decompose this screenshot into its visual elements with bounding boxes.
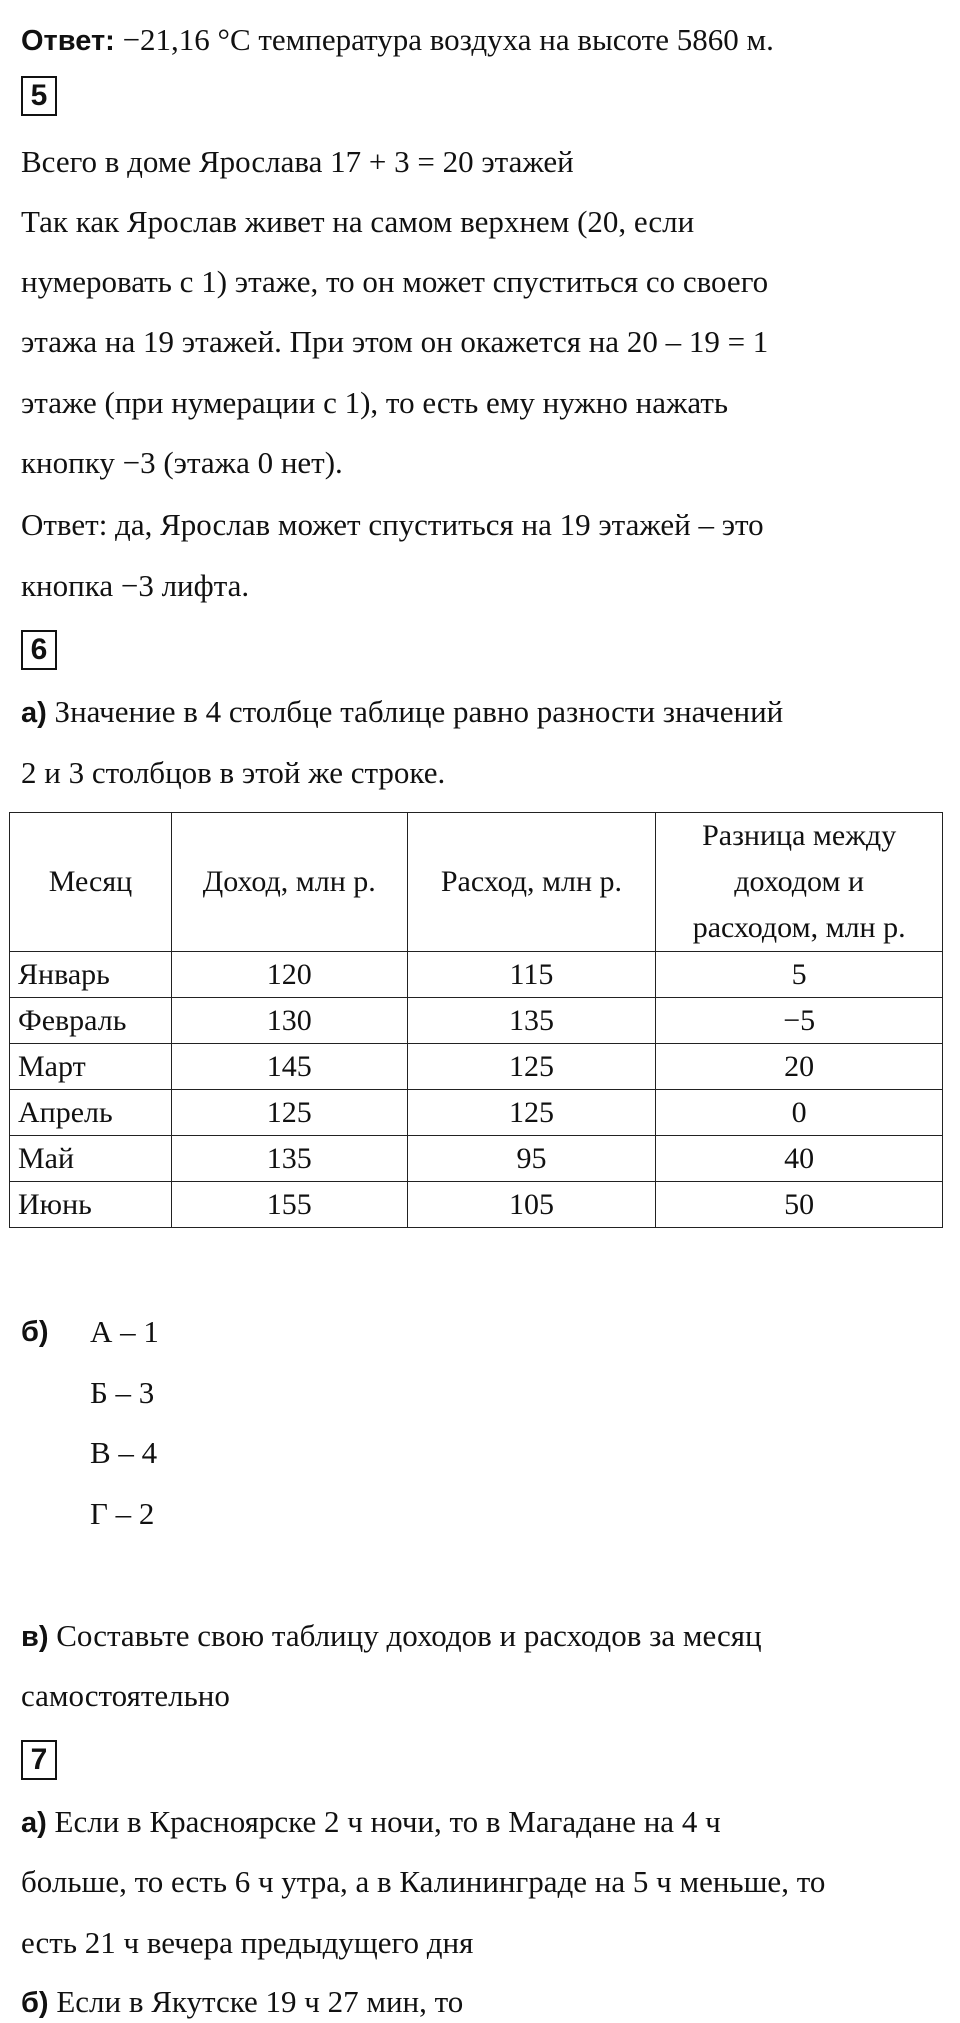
task6-b-item-3: В – 4 bbox=[90, 1435, 158, 1470]
header-difference-line-3: расходом, млн р. bbox=[692, 911, 906, 944]
answer-label: Ответ: bbox=[21, 25, 115, 57]
cell-month: Март bbox=[10, 1044, 172, 1090]
table-row bbox=[10, 1136, 943, 1182]
table-row bbox=[10, 1090, 943, 1136]
task5-line-2: Так как Ярослав живет на самом верхнем (20, если bbox=[21, 204, 695, 239]
cell-difference: −5 bbox=[656, 998, 943, 1044]
header-month: Месяц bbox=[10, 813, 172, 952]
task5-line-6: кнопку −3 (этажа 0 нет). bbox=[21, 445, 343, 480]
table-row bbox=[10, 998, 943, 1044]
cell-income: 125 bbox=[171, 1090, 407, 1136]
cell-difference: 40 bbox=[656, 1136, 943, 1182]
task6-b-item-4: Г – 2 bbox=[90, 1496, 155, 1531]
task7-b-label: б) bbox=[21, 1987, 49, 2019]
task7-a-line-3: есть 21 ч вечера предыдущего дня bbox=[21, 1925, 474, 1960]
cell-difference: 0 bbox=[656, 1090, 943, 1136]
cell-difference: 5 bbox=[656, 952, 943, 998]
task7-a-text: Если в Красноярске 2 ч ночи, то в Магадане на 4 ч bbox=[46, 1804, 721, 1839]
task5-line-4: этажа на 19 этажей. При этом он окажется на 20 – 19 = 1 bbox=[21, 324, 769, 359]
task5-line-7: Ответ: да, Ярослав может спуститься на 19 этажей – это bbox=[21, 507, 764, 542]
task6-v-text: Составьте свою таблицу доходов и расходов за месяц bbox=[48, 1618, 762, 1653]
header-difference-line-1: Разница между bbox=[702, 819, 897, 852]
task5-line-5: этаже (при нумерации с 1), то есть ему нужно нажать bbox=[21, 385, 729, 420]
table-header-row bbox=[10, 813, 943, 952]
header-difference bbox=[656, 813, 943, 952]
income-expense-table bbox=[9, 812, 943, 1228]
task6-a-text: Значение в 4 столбце таблице равно разности значений bbox=[46, 694, 784, 729]
task7-a-line-2: больше, то есть 6 ч утра, а в Калининграде на 5 ч меньше, то bbox=[21, 1864, 826, 1899]
task7-a-label: а) bbox=[21, 1807, 47, 1839]
task6-b-label: б) bbox=[21, 1316, 49, 1348]
cell-expense: 105 bbox=[407, 1182, 656, 1228]
cell-income: 145 bbox=[171, 1044, 407, 1090]
task-number-7: 7 bbox=[21, 1740, 57, 1780]
task5-line-1: Всего в доме Ярослава 17 + 3 = 20 этажей bbox=[21, 144, 574, 179]
header-income: Доход, млн р. bbox=[171, 813, 407, 952]
task6-v-line-2: самостоятельно bbox=[21, 1678, 230, 1713]
task-number-5: 5 bbox=[21, 76, 57, 116]
table-row bbox=[10, 1182, 943, 1228]
table-row bbox=[10, 952, 943, 998]
cell-income: 120 bbox=[171, 952, 407, 998]
task7-a-line-1 bbox=[21, 1802, 721, 1843]
task5-line-8: кнопка −3 лифта. bbox=[21, 568, 250, 603]
cell-month: Июнь bbox=[10, 1182, 172, 1228]
cell-income: 130 bbox=[171, 998, 407, 1044]
task6-b-item-2: Б – 3 bbox=[90, 1375, 155, 1410]
answer-text: −21,16 °C температура воздуха на высоте 5860 м. bbox=[114, 22, 774, 57]
cell-expense: 125 bbox=[407, 1090, 656, 1136]
cell-month: Январь bbox=[10, 952, 172, 998]
task7-b-line-1 bbox=[21, 1982, 463, 2023]
cell-month: Май bbox=[10, 1136, 172, 1182]
table-row bbox=[10, 1044, 943, 1090]
task6-a-line-1 bbox=[21, 692, 783, 733]
task7-b-text: Если в Якутске 19 ч 27 мин, то bbox=[48, 1984, 464, 2019]
cell-month: Февраль bbox=[10, 998, 172, 1044]
cell-expense: 135 bbox=[407, 998, 656, 1044]
cell-income: 135 bbox=[171, 1136, 407, 1182]
cell-expense: 125 bbox=[407, 1044, 656, 1090]
cell-month: Апрель bbox=[10, 1090, 172, 1136]
cell-difference: 50 bbox=[656, 1182, 943, 1228]
task6-v-line-1 bbox=[21, 1616, 762, 1657]
cell-difference: 20 bbox=[656, 1044, 943, 1090]
cell-expense: 115 bbox=[407, 952, 656, 998]
task6-a-line-2: 2 и 3 столбцов в этой же строке. bbox=[21, 755, 446, 790]
cell-expense: 95 bbox=[407, 1136, 656, 1182]
header-difference-line-2: доходом и bbox=[734, 865, 865, 898]
task6-b-item-1: А – 1 bbox=[90, 1314, 159, 1349]
cell-income: 155 bbox=[171, 1182, 407, 1228]
task-number-6: 6 bbox=[21, 630, 57, 670]
task6-a-label: а) bbox=[21, 697, 47, 729]
answer-line bbox=[21, 20, 774, 61]
task5-line-3: нумеровать с 1) этаже, то он может спуститься со своего bbox=[21, 264, 769, 299]
header-expense: Расход, млн р. bbox=[407, 813, 656, 952]
task6-v-label: в) bbox=[21, 1621, 49, 1653]
